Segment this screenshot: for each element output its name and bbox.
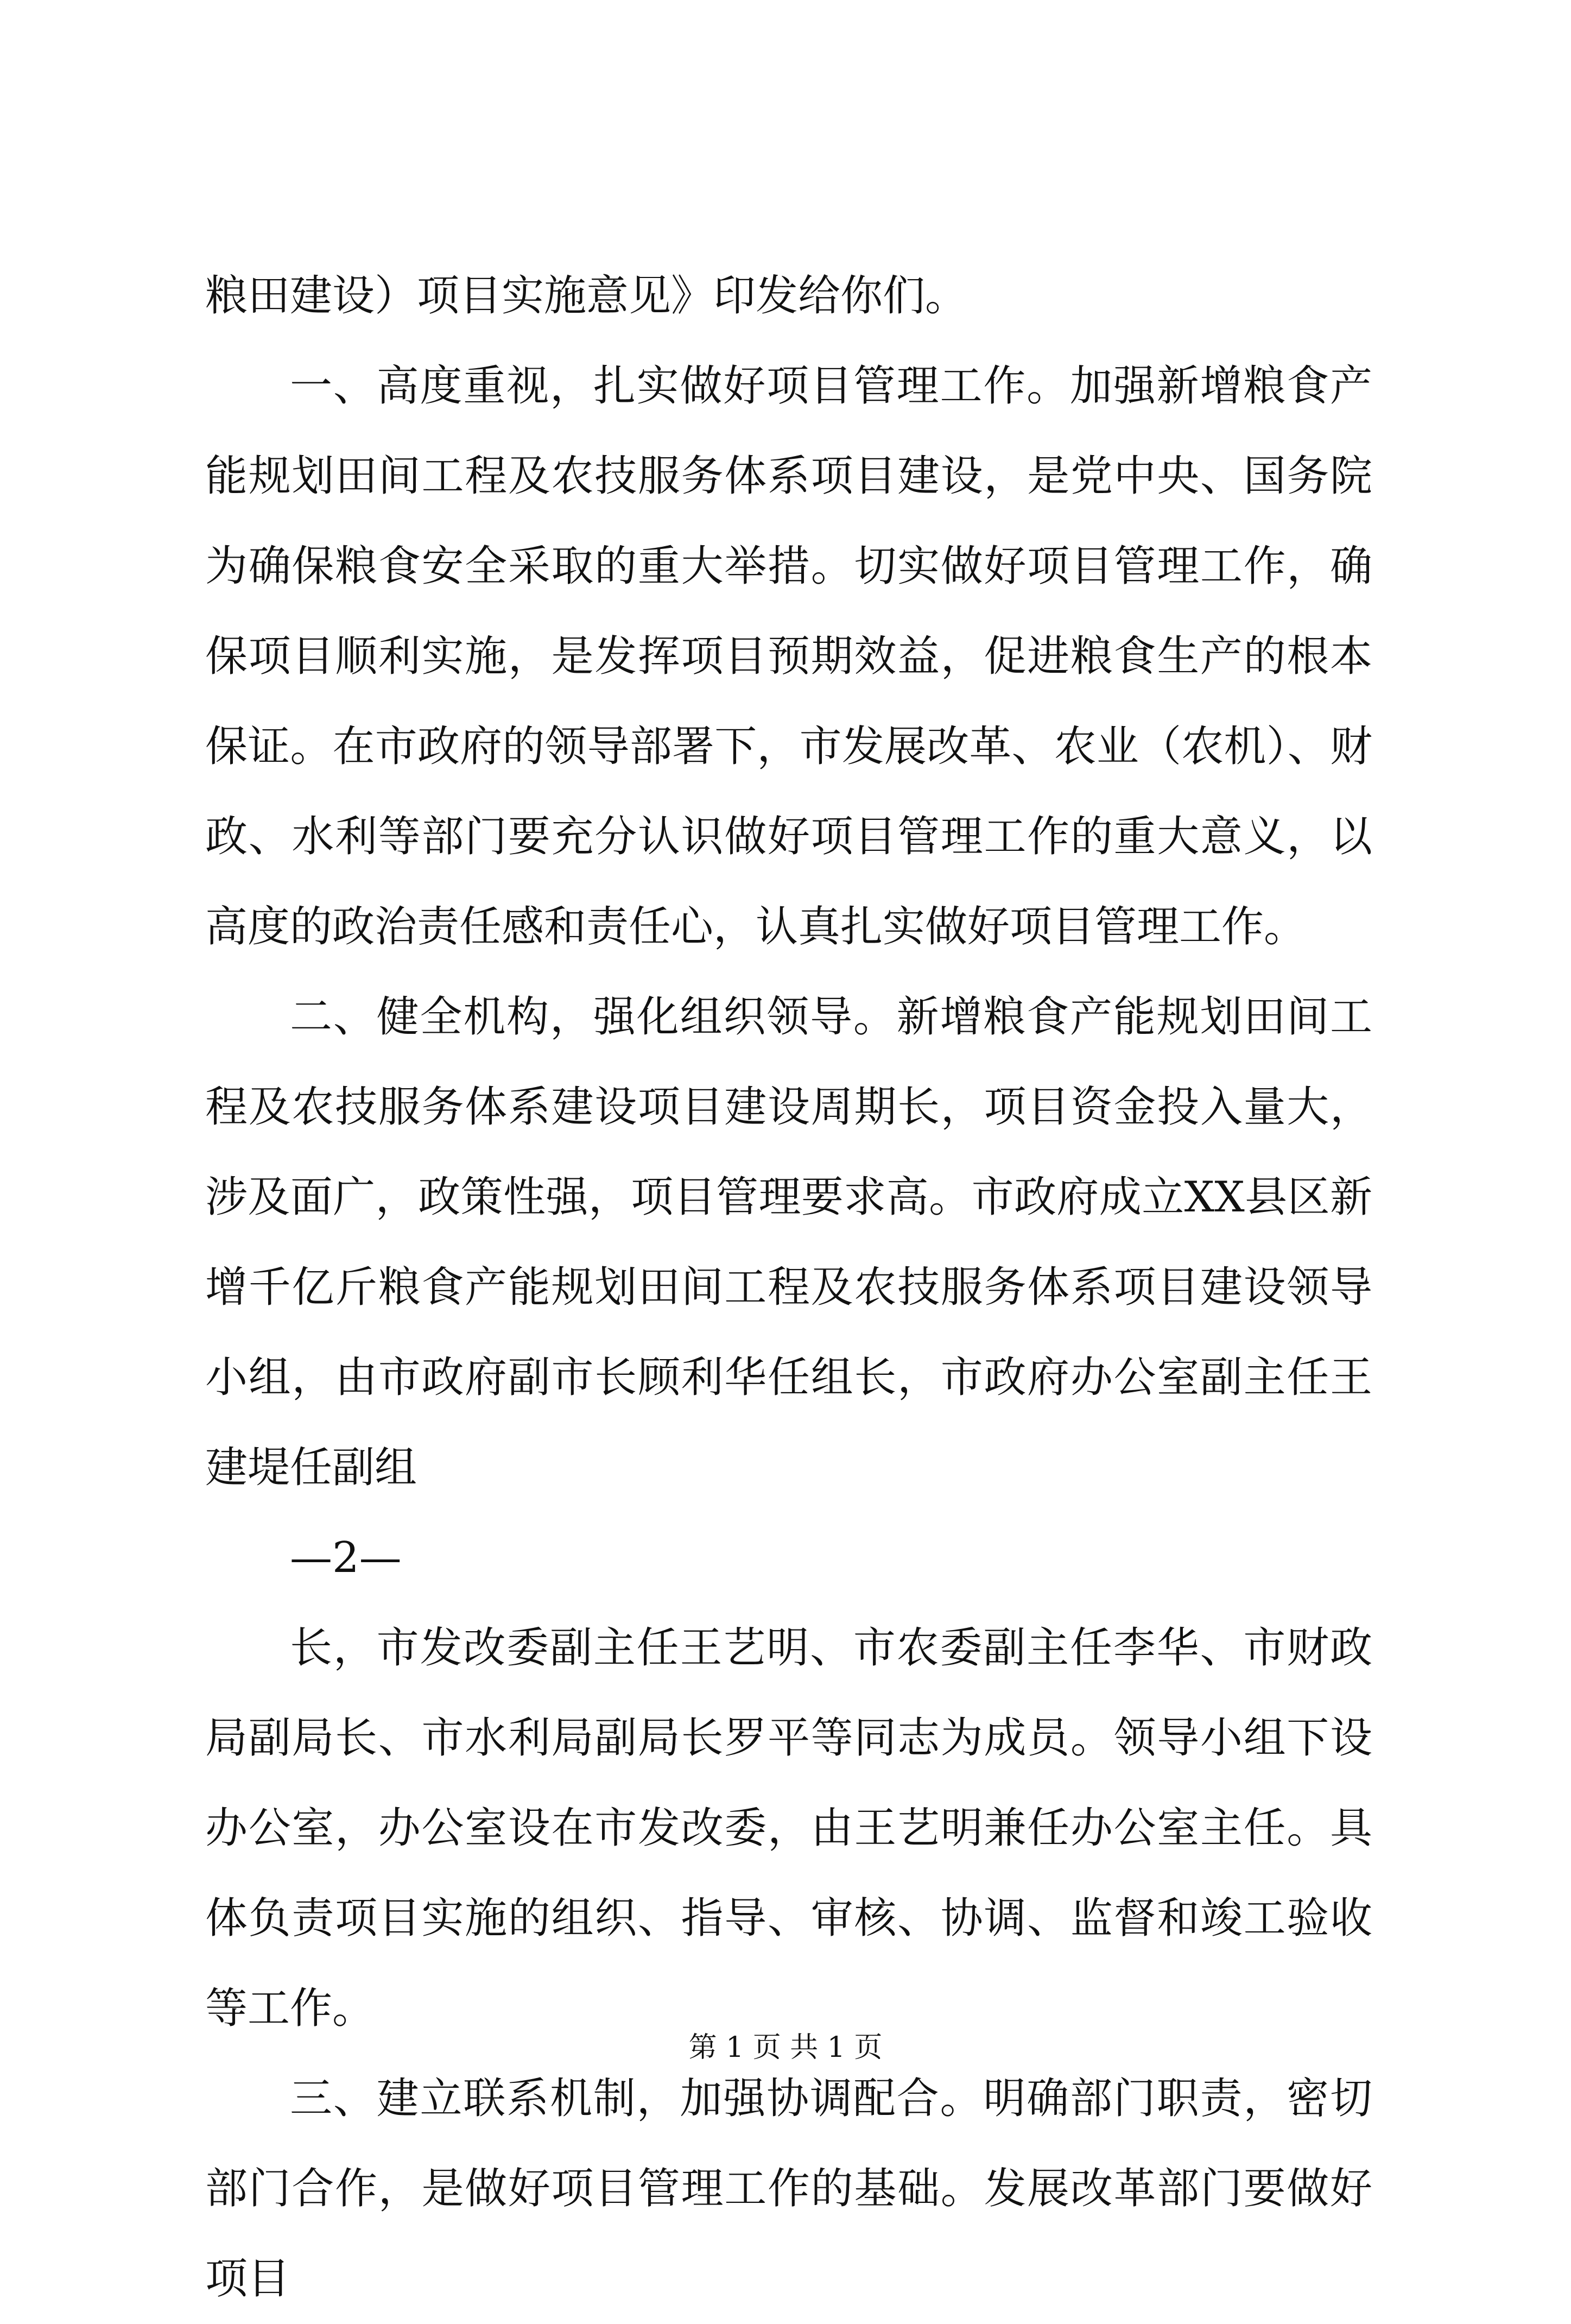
page-footer: 第 1 页 共 1 页 <box>688 2031 883 2064</box>
document-body <box>205 251 1372 2324</box>
paragraph-continuation: 粮田建设）项目实施意见》印发给你们。 <box>205 271 968 320</box>
paragraph-section-three: 三、建立联系机制，加强协调配合。明确部门职责，密切部门合作，是做好项目管理工作的基础。发展改革部门要做好项目 <box>205 2074 1372 2303</box>
paragraph-section-two-continued: 长，市发改委副主任王艺明、市农委副主任李华、市财政局副局长、市水利局副局长罗平等同志为成员。领导小组下设办公室，办公室设在市发改委，由王艺明兼任办公室主任。具体负责项目实施的组织、指导、审核、协调、监督和竣工验收等工作。 <box>205 1624 1372 2033</box>
paragraph-section-one: 一、高度重视，扎实做好项目管理工作。加强新增粮食产能规划田间工程及农技服务体系项目建设，是党中央、国务院为确保粮食安全采取的重大举措。切实做好项目管理工作，确保项目顺利实施，是发挥项目预期效益，促进粮食生产的根本保证。在市政府的领导部署下，市发展改革、农业（农机）、财政、水利等部门要充分认识做好项目管理工作的重大意义，以高度的政治责任感和责任心，认真扎实做好项目管理工作。 <box>205 362 1372 951</box>
inner-page-number: —2— <box>290 1533 402 1582</box>
paragraph-section-two: 二、健全机构，强化组织领导。新增粮食产能规划田间工程及农技服务体系建设项目建设周期长，项目资金投入量大，涉及面广，政策性强，项目管理要求高。市政府成立XX县区新增千亿斤粮食产能规划田间工程及农技服务体系项目建设领导小组，由市政府副市长顾利华任组长，市政府办公室副主任王建堤任副组 <box>205 993 1372 1492</box>
